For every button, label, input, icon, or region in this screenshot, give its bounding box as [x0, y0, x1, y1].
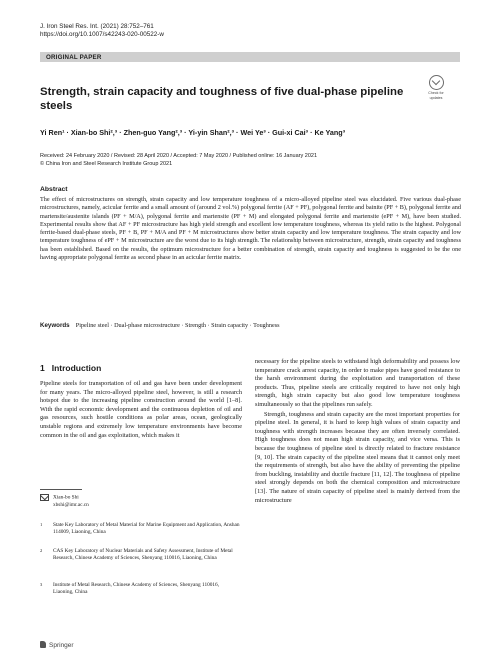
envelope-icon: [40, 494, 49, 501]
keywords-section: [40, 322, 460, 330]
affiliation-3: [40, 582, 240, 596]
affiliation-number: 1: [40, 522, 43, 527]
copyright-line: © China Iron and Steel Research Institute Group 2021: [40, 160, 173, 167]
corresponding-author-name: Xian-bo Shi: [53, 494, 79, 501]
affiliation-1: [40, 522, 240, 536]
right-column: [255, 358, 460, 505]
keywords-list: Pipeline steel · Dual-phase microstructure · Strength · Strain capacity · Toughness: [75, 322, 280, 329]
springer-horse-icon: [40, 641, 46, 648]
intro-paragraph-1: Pipeline steels for transportation of oil and gas have been under development for many years. The micro-alloyed pipeline steel, however, is still a research hotspot due to the increasing pipeline construction around the world [1–8]. With the rapid economic development and the continuous depletion of oil and gas resources, such hostile conditions as polar areas, ocean, geologically unstable regions and extremely low temperature environments have become common in the oil and gas exploitation, which makes it: [40, 380, 242, 439]
corresponding-author-email[interactable]: xbshi@imr.ac.cn: [53, 501, 89, 508]
journal-reference: J. Iron Steel Res. Int. (2021) 28:752–761: [40, 23, 154, 30]
history-dates: Received: 24 February 2020 / Revised: 28 April 2020 / Accepted: 7 May 2020 / Published online: 16 January 2021: [40, 153, 318, 159]
footnote-divider: [40, 489, 82, 490]
article-title: Strength, strain capacity and toughness of five dual-phase pipeline steels: [40, 86, 404, 112]
affiliation-number: 2: [40, 548, 43, 553]
doi-link[interactable]: https://doi.org/10.1007/s42243-020-00522-w: [40, 31, 164, 38]
publisher-name: Springer: [49, 642, 74, 649]
affiliation-text: CAS Key Laboratory of Nuclear Materials and Safety Assessment, Institute of Metal Research, Chinese Academy of Sciences, Shenyang 110016, Liaoning, China: [53, 548, 233, 561]
affiliation-text: State Key Laboratory of Metal Material for Marine Equipment and Application, Anshan 114009, Liaoning, China: [53, 522, 240, 535]
check-updates-icon: [429, 75, 444, 90]
journal-citation: [40, 23, 164, 39]
section-title: Introduction: [51, 363, 102, 373]
check-for-updates-badge[interactable]: [425, 75, 447, 100]
section-number: 1: [40, 363, 45, 373]
affiliation-text: Institute of Metal Research, Chinese Academy of Sciences, Shenyang 110016, Liaoning, China: [53, 582, 220, 595]
affiliation-2: [40, 548, 240, 562]
article-type-label: ORIGINAL PAPER: [46, 53, 102, 61]
badge-label-1: Check for: [428, 91, 444, 95]
abstract-body: The effect of microstructures on strength, strain capacity and low temperature toughness of a micro-alloyed pipeline steel was elucidated. Five various dual-phase microstructures, namely, acicular ferrite and a small amount of (around 2 vol.%) polygonal ferrite (AF + PF), polygonal ferrite and bainite (PF + B), polygonal ferrite and martensite/austenite islands (PF + M/A), polygonal ferrite and martensite (PF + M) and elongated polygonal ferrite and martensite (ePF + M), have been studied. Experimental results show that AF + PF microstructure has high yield strength and excellent low temperature toughness, whereas its yield ratio is the highest. Polygonal ferrite-based dual-phase steels, PF + B, PF + M/A and PF + M microstructures show better strain capacity and low temperature toughness. The strain capacity and low temperature toughness of ePF + M microstructure are the worst due to its high strength. The relationship between microstructure, strength, strain capacity and toughness has been established. Based on the results, the optimum microstructure for a better combination of strength, strain capacity and toughness is suggested to be the one having appropriate polygonal ferrite as second phase in an acicular ferrite matrix.: [40, 196, 461, 262]
author-list[interactable]: Yi Ren¹ · Xian-bo Shi²,³ · Zhen-guo Yang²,³ · Yi-yin Shan²,³ · Wei Ye³ · Gui-xi Cai³ · Ke Yang³: [40, 128, 346, 137]
left-column: [40, 380, 242, 440]
abstract-heading: Abstract: [40, 186, 68, 193]
corresponding-author: [40, 494, 89, 509]
intro-paragraph-2: Strength, toughness and strain capacity are the most important properties for pipeline steel. In general, it is hard to keep high values of strain capacity and toughness with strength increases because they are often inversely correlated. High toughness does not mean high strain capacity, and vice versa. This is because the toughness of pipeline steel is directly related to fracture resistance [9, 10]. The strain capacity of the pipeline steel means that it cannot only meet the requirements of strength, but also have the ability of preventing the pipeline from buckling, instability and ductile fracture [11, 12]. The toughness of pipeline steel strongly depends on both the chemical composition and microstructure [13]. The nature of strain capacity of pipeline steel is mainly derived from the microstructure: [255, 410, 460, 504]
publication-dates: [40, 153, 460, 168]
article-type-banner: [40, 52, 460, 62]
keywords-label: Keywords: [40, 322, 70, 329]
intro-paragraph-1-continued: necessary for the pipeline steels to withstand high deformability and possess low temperature crack arrest capacity, in order to make pipes have good resistance to the harsh environment during the exploitation and transportation of these products. Thus, pipeline steels are critically required to have not only high strength, high strain capacity but also good low temperature toughness simultaneously so that the pipelines run safely.: [255, 358, 460, 408]
publisher-logo: [40, 641, 74, 649]
badge-label-2: updates: [429, 96, 443, 100]
section-heading-introduction: [40, 363, 101, 373]
affiliation-number: 3: [40, 582, 43, 587]
